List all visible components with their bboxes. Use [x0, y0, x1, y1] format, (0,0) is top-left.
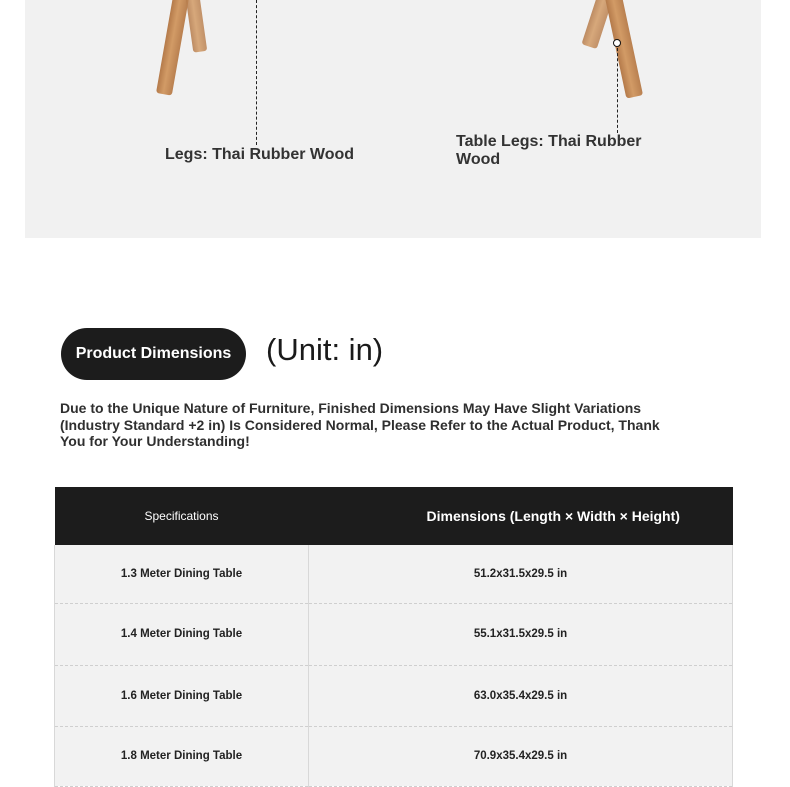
header-dimensions: Dimensions (Length × Width × Height)	[309, 487, 733, 545]
dimension-cell: 55.1x31.5x29.5 in	[309, 603, 733, 665]
dimensions-table	[54, 487, 733, 787]
dimension-cell: 63.0x35.4x29.5 in	[309, 665, 733, 726]
table-leg	[604, 0, 643, 99]
callout-right-label: Table Legs: Thai Rubber Wood	[456, 133, 642, 168]
product-photo-panel	[25, 0, 761, 238]
unit-label: (Unit: in)	[266, 332, 384, 367]
callout-anchor-dot	[613, 39, 621, 47]
table-row	[55, 726, 733, 786]
dimensions-note: Due to the Unique Nature of Furniture, Finished Dimensions May Have Slight Variations (Industry Standard +2 in) Is Considered Normal, Please Refer to the Actual Product, Thank You for Your Understanding!	[60, 400, 660, 449]
spec-cell: 1.6 Meter Dining Table	[55, 665, 309, 726]
callout-left-label: Legs: Thai Rubber Wood	[165, 146, 355, 163]
chair-leg	[156, 0, 190, 96]
header-specifications: Specifications	[55, 487, 309, 545]
spec-cell: 1.3 Meter Dining Table	[55, 545, 309, 603]
table-row	[55, 665, 733, 726]
callout-leader-line	[256, 0, 257, 145]
chair-leg	[185, 0, 207, 53]
dimension-cell: 51.2x31.5x29.5 in	[309, 545, 733, 603]
table-row	[55, 603, 733, 665]
spec-cell: 1.4 Meter Dining Table	[55, 603, 309, 665]
product-dimensions-badge: Product Dimensions	[61, 328, 246, 380]
callout-leader-line	[617, 48, 618, 133]
spec-cell: 1.8 Meter Dining Table	[55, 726, 309, 786]
table-row	[55, 545, 733, 603]
dimension-cell: 70.9x35.4x29.5 in	[309, 726, 733, 786]
table-header-row	[55, 487, 733, 545]
